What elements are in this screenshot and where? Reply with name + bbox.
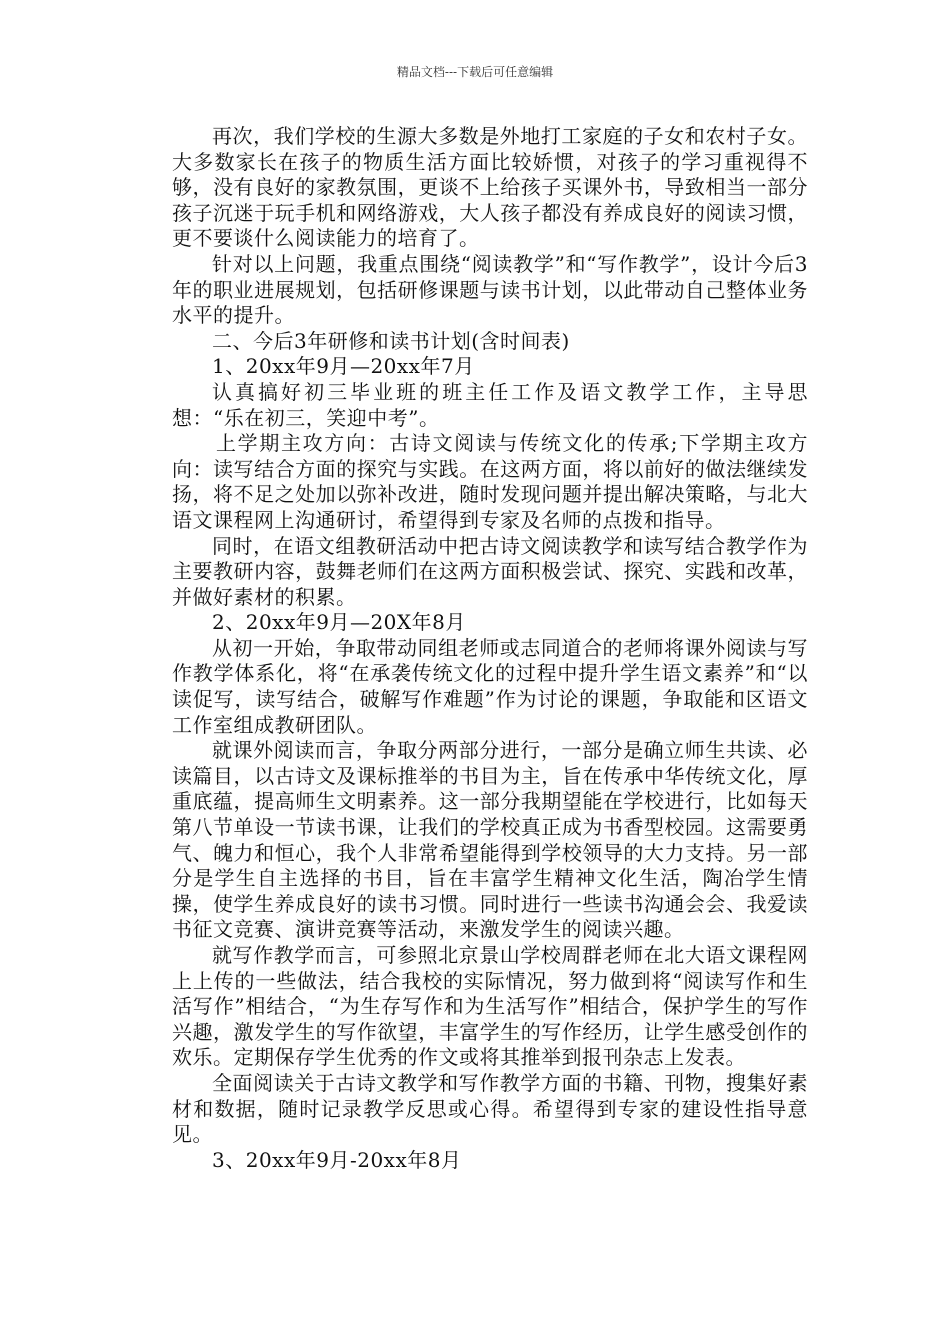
period-heading-3: 3、20xx年9月-20xx年8月 xyxy=(212,1147,462,1172)
paragraph-student-background: 再次，我们学校的生源大多数是外地打工家庭的子女和农村子女。大多数家长在孩子的物质生活方面比较娇惯，对孩子的学习重视得不够，没有良好的家教氛围，更谈不上给孩子买课外书，导致相当一部分孩子沉迷于玩手机和网络游戏，大人孩子都没有养成良好的阅读习惯，更不要谈什么阅读能力的培育了。 xyxy=(172,124,808,251)
paragraph-period-1-research: 同时，在语文组教研活动中把古诗文阅读教学和读写结合教学作为主要教研内容，鼓舞老师们在这两方面积极尝试、探究、实践和改革，并做好素材的积累。 xyxy=(172,533,808,609)
period-heading-2: 2、20xx年9月—20X年8月 xyxy=(212,610,466,635)
paragraph-writing-teaching: 就写作教学而言，可参照北京景山学校周群老师在北大语文课程网上上传的一些做法，结合我校的实际情况，努力做到将“阅读写作和生活写作”相结合，“为生存写作和为生活写作”相结合，保护学生的写作兴趣，激发学生的写作欲望，丰富学生的写作经历，让学生感受创作的欢乐。定期保存学生优秀的作文或将其推举到报刊杂志上发表。 xyxy=(172,943,808,1070)
period-heading-1: 1、20xx年9月—20xx年7月 xyxy=(212,354,475,379)
paragraph-period-1-direction: 上学期主攻方向：古诗文阅读与传统文化的传承;下学期主攻方向：读写结合方面的探究与实践。在这两方面，将以前好的做法继续发扬，将不足之处加以弥补改进，随时发现问题并提出解决策略，与北大语文课程网上沟通研讨，希望得到专家及名师的点拨和指导。 xyxy=(172,431,808,532)
section-heading-study-plan: 二、今后3年研修和读书计划(含时间表) xyxy=(212,328,570,353)
paragraph-extracurricular-reading: 就课外阅读而言，争取分两部分进行，一部分是确立师生共读、必读篇目，以古诗文及课标推举的书目为主，旨在传承中华传统文化，厚重底蕴，提高师生文明素养。这一部分我期望能在学校进行，比如每天第八节单设一节读书课，让我们的学校真正成为书香型校园。这需要勇气、魄力和恒心，我个人非常希望能得到学校领导的大力支持。另一部分是学生自主选择的书目，旨在丰富学生精神文化生活，陶冶学生情操，使学生养成良好的读书习惯。同时进行一些读书沟通会会、我爱读书征文竞赛、演讲竞赛等活动，来激发学生的阅读兴趣。 xyxy=(172,738,808,942)
document-body xyxy=(172,124,808,1173)
paragraph-comprehensive-reading: 全面阅读关于古诗文教学和写作教学方面的书籍、刊物，搜集好素材和数据，随时记录教学反思或心得。希望得到专家的建设性指导意见。 xyxy=(172,1070,808,1147)
paragraph-period-1-work: 认真搞好初三毕业班的班主任工作及语文教学工作，主导思想：“乐在初三，笑迎中考”。 xyxy=(172,379,808,430)
paragraph-period-2-topic: 从初一开始，争取带动同组老师或志同道合的老师将课外阅读与写作教学体系化，将“在承袭传统文化的过程中提升学生语文素养”和“以读促写，读写结合，破解写作难题”作为讨论的课题，争取能和区语文工作室组成教研团队。 xyxy=(172,635,808,737)
page-header: 精品文档---下载后可任意编辑 xyxy=(396,65,554,79)
paragraph-focus-plan: 针对以上问题，我重点围绕“阅读教学”和“写作教学”，设计今后3年的职业进展规划，包括研修课题与读书计划，以此带动自己整体业务水平的提升。 xyxy=(172,251,808,328)
